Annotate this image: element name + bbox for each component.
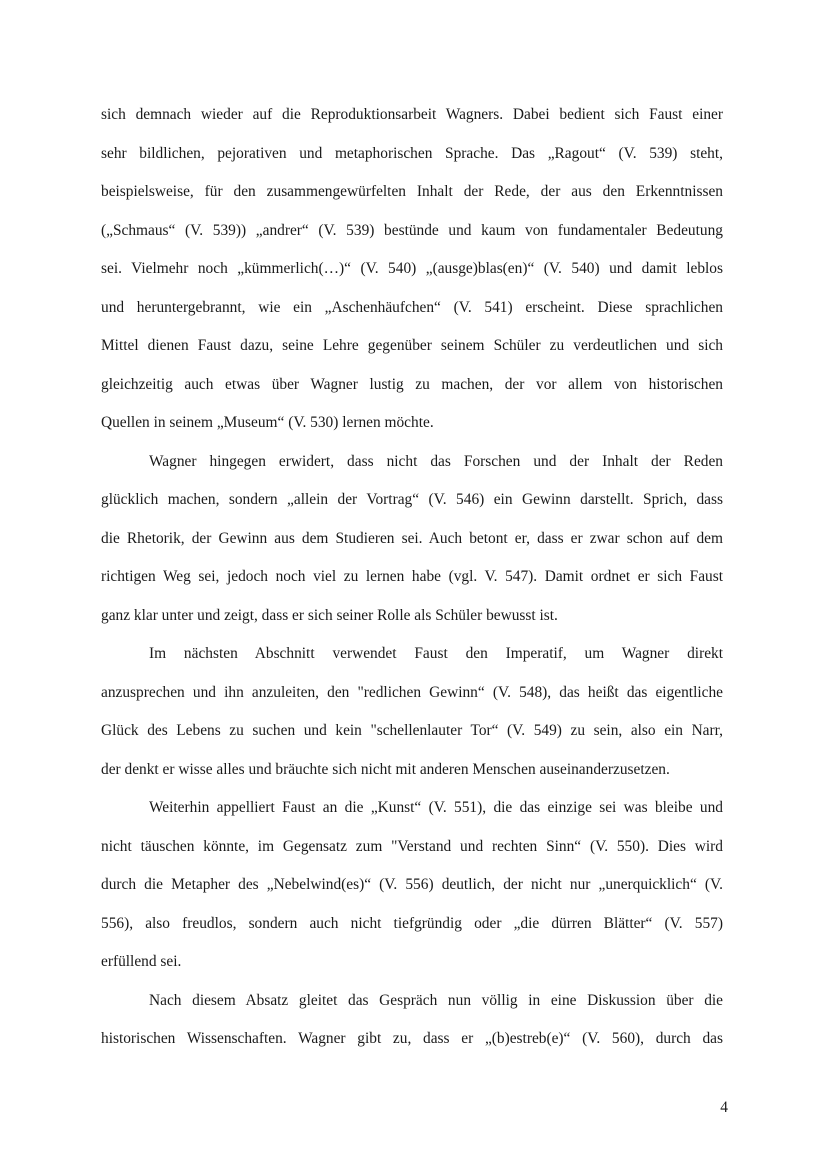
page-number: 4 [720,1099,728,1116]
text-line: Weiterhin appelliert Faust an die „Kunst“ (V. 551), die das einzige sei was bleibe und [149,799,723,816]
text-line: Im nächsten Abschnitt verwendet Faust den Imperatif, um Wagner direkt [149,645,723,662]
text-line: und heruntergebrannt, wie ein „Aschenhäufchen“ (V. 541) erscheint. Diese sprachlichen [101,298,723,316]
text-line: Nach diesem Absatz gleitet das Gespräch nun völlig in eine Diskussion über die [149,991,723,1009]
text-line: gleichzeitig auch etwas über Wagner lustig zu machen, der vor allem von historischen [101,375,723,393]
text-line: sei. Vielmehr noch „kümmerlich(…)“ (V. 540) „(ausge)blas(en)“ (V. 540) und damit leblos [101,260,723,277]
text-line: Glück des Lebens zu suchen und kein "schellenlauter Tor“ (V. 549) zu sein, also ein Narr, [101,722,723,739]
text-line: („Schmaus“ (V. 539)) „andrer“ (V. 539) bestünde und kaum von fundamentaler Bedeutung [101,221,723,239]
text-line: durch die Metapher des „Nebelwind(es)“ (V. 556) deutlich, der nicht nur „unerquicklich“ (V. [101,876,723,893]
text-line: der denkt er wisse alles und bräuchte sich nicht mit anderen Menschen auseinanderzusetzen. [101,760,670,778]
text-line: sehr bildlichen, pejorativen und metaphorischen Sprache. Das „Ragout“ (V. 539) steht, [101,144,723,162]
text-line: Quellen in seinem „Museum“ (V. 530) lernen möchte. [101,414,434,431]
text-line: nicht täuschen könnte, im Gegensatz zum "Verstand und rechten Sinn“ (V. 550). Dies wird [101,837,723,855]
text-line: beispielsweise, für den zusammengewürfelten Inhalt der Rede, der aus den Erkenntnissen [101,183,723,200]
text-line: anzusprechen und ihn anzuleiten, den "redlichen Gewinn“ (V. 548), das heißt das eigentliche [101,683,723,701]
text-line: sich demnach wieder auf die Reproduktionsarbeit Wagners. Dabei bedient sich Faust einer [101,106,723,123]
text-line: ganz klar unter und zeigt, dass er sich seiner Rolle als Schüler bewusst ist. [101,606,558,624]
text-line: richtigen Weg sei, jedoch noch viel zu lernen habe (vgl. V. 547). Damit ordnet er sich Faust [101,568,723,585]
text-line: erfüllend sei. [101,953,182,970]
body-text [101,96,723,1059]
text-line: Mittel dienen Faust dazu, seine Lehre gegenüber seinem Schüler zu verdeutlichen und sich [101,337,723,354]
text-line: 556), also freudlos, sondern auch nicht tiefgründig oder „die dürren Blätter“ (V. 557) [101,914,723,932]
text-line: historischen Wissenschaften. Wagner gibt zu, dass er „(b)estreb(e)“ (V. 560), durch das [101,1030,723,1047]
text-line: die Rhetorik, der Gewinn aus dem Studieren sei. Auch betont er, dass er zwar schon auf dem [101,529,723,547]
text-line: glücklich machen, sondern „allein der Vortrag“ (V. 546) ein Gewinn darstellt. Sprich, dass [101,491,723,508]
text-line: Wagner hingegen erwidert, dass nicht das Forschen und der Inhalt der Reden [149,452,723,470]
